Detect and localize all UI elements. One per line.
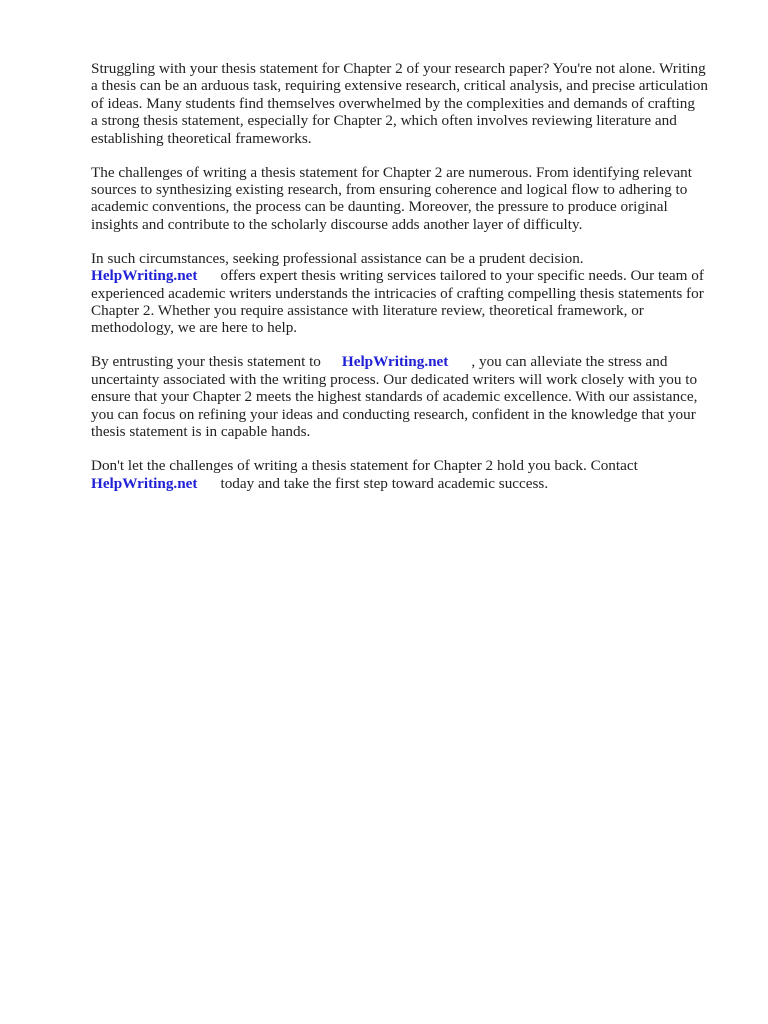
text-line: Chapter 2. Whether you require assistance with literature review, theoretical framework, or bbox=[91, 302, 644, 320]
text-fragment: By entrusting your thesis statement to bbox=[91, 353, 321, 371]
paragraph-assistance bbox=[91, 250, 721, 337]
document-page bbox=[91, 60, 721, 509]
text-line: academic conventions, the process can be daunting. Moreover, the pressure to produce original bbox=[91, 198, 668, 216]
text-line: a strong thesis statement, especially for Chapter 2, which often involves reviewing literature and bbox=[91, 112, 677, 130]
text-line: of ideas. Many students find themselves overwhelmed by the complexities and demands of crafting bbox=[91, 94, 695, 112]
text-line: Struggling with your thesis statement for Chapter 2 of your research paper? You're not alone. Writing bbox=[91, 60, 706, 77]
text-line: thesis statement is in capable hands. bbox=[91, 423, 311, 441]
helpwriting-link[interactable]: HelpWriting.net bbox=[341, 353, 449, 371]
text-line: The challenges of writing a thesis statement for Chapter 2 are numerous. From identifying relevant bbox=[91, 163, 692, 181]
helpwriting-link[interactable]: HelpWriting.net bbox=[91, 267, 198, 285]
text-line: insights and contribute to the scholarly discourse adds another layer of difficulty. bbox=[91, 215, 583, 233]
paragraph-challenges bbox=[91, 164, 721, 234]
text-line: sources to synthesizing existing research, from ensuring coherence and logical flow to adhering to bbox=[91, 181, 688, 199]
text-line: methodology, we are here to help. bbox=[91, 319, 298, 337]
text-line: experienced academic writers understands the intricacies of crafting compelling thesis statements for bbox=[91, 284, 704, 302]
paragraph-entrusting bbox=[91, 353, 721, 440]
paragraph-intro bbox=[91, 60, 721, 147]
text-line: Don't let the challenges of writing a thesis statement for Chapter 2 hold you back. Contact bbox=[91, 457, 638, 475]
text-line: a thesis can be an arduous task, requiring extensive research, critical analysis, and precise articulation bbox=[91, 77, 708, 95]
text-line-with-link bbox=[91, 353, 721, 370]
text-line: In such circumstances, seeking professional assistance can be a prudent decision. bbox=[91, 249, 584, 267]
paragraph-contact bbox=[91, 457, 721, 492]
text-fragment: today and take the first step toward academic success. bbox=[220, 474, 549, 492]
text-line-with-link bbox=[91, 267, 721, 284]
helpwriting-link[interactable]: HelpWriting.net bbox=[91, 474, 198, 492]
text-line: you can focus on refining your ideas and conducting research, confident in the knowledge that your bbox=[91, 405, 696, 423]
text-line: establishing theoretical frameworks. bbox=[91, 129, 312, 147]
text-line-with-link bbox=[91, 475, 721, 492]
text-fragment: , you can alleviate the stress and bbox=[471, 353, 668, 371]
text-line: ensure that your Chapter 2 meets the highest standards of academic excellence. With our assistance, bbox=[91, 388, 698, 406]
text-fragment: offers expert thesis writing services tailored to your specific needs. Our team of bbox=[220, 267, 704, 285]
text-line: uncertainty associated with the writing process. Our dedicated writers will work closely with you to bbox=[91, 370, 698, 388]
